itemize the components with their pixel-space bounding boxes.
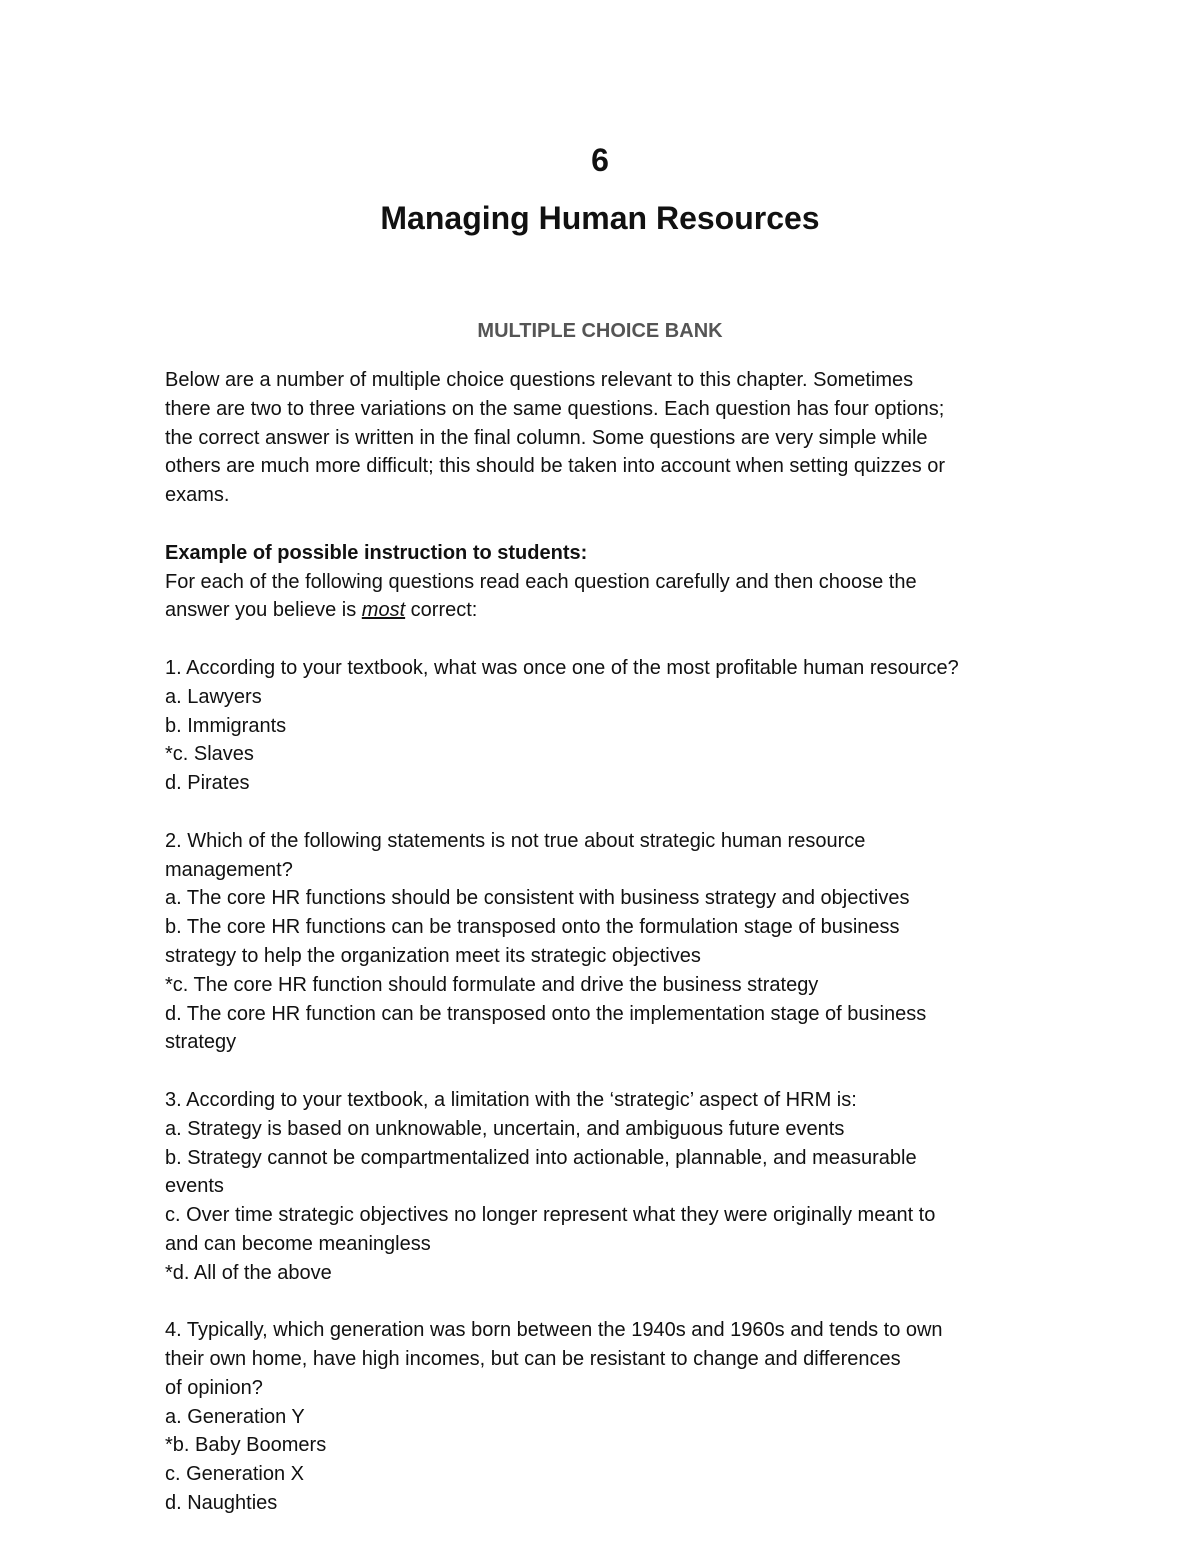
spacer bbox=[165, 1057, 1065, 1086]
answer-option: c. Generation X bbox=[165, 1463, 304, 1486]
answer-option: d. The core HR function can be transposed onto the implementation stage of business bbox=[165, 1002, 927, 1025]
question-text: 2. Which of the following statements is not true about strategic human resource bbox=[165, 829, 866, 852]
question-text: management? bbox=[165, 858, 293, 881]
answer-option: d. Pirates bbox=[165, 772, 250, 795]
spacer bbox=[165, 798, 1065, 827]
answer-option: *d. All of the above bbox=[165, 1261, 332, 1284]
answer-option: b. Immigrants bbox=[165, 714, 287, 737]
question-block bbox=[165, 1086, 1065, 1288]
question-text: of opinion? bbox=[165, 1376, 263, 1399]
instruction-block bbox=[165, 539, 1065, 625]
answer-option: strategy to help the organization meet its strategic objectives bbox=[165, 944, 701, 967]
answer-option: strategy bbox=[165, 1031, 237, 1054]
answer-option: d. Naughties bbox=[165, 1492, 278, 1515]
intro-line: Below are a number of multiple choice questions relevant to this chapter. Sometimes bbox=[165, 369, 914, 391]
intro-line: exams. bbox=[165, 484, 230, 507]
instruction-line bbox=[165, 596, 1065, 625]
section-heading: MULTIPLE CHOICE BANK bbox=[477, 320, 723, 342]
document-body bbox=[165, 366, 1065, 1518]
intro-line: there are two to three variations on the same questions. Each question has four options; bbox=[165, 397, 945, 420]
intro-paragraph bbox=[165, 366, 1065, 510]
answer-option: *c. Slaves bbox=[165, 743, 254, 766]
spacer bbox=[165, 510, 1065, 539]
chapter-title: Managing Human Resources bbox=[380, 200, 820, 236]
answer-option: a. Strategy is based on unknowable, uncertain, and ambiguous future events bbox=[165, 1117, 845, 1140]
question-text: 1. According to your textbook, what was once one of the most profitable human resource? bbox=[165, 656, 959, 679]
answer-option: a. The core HR functions should be consistent with business strategy and objectives bbox=[165, 887, 910, 910]
answer-option: *b. Baby Boomers bbox=[165, 1434, 327, 1457]
answer-option: *c. The core HR function should formulate and drive the business strategy bbox=[165, 973, 819, 996]
spacer bbox=[165, 625, 1065, 654]
answer-option: a. Lawyers bbox=[165, 685, 262, 708]
answer-option: b. Strategy cannot be compartmentalized into actionable, plannable, and measurable bbox=[165, 1146, 917, 1169]
answer-option: events bbox=[165, 1175, 224, 1198]
instruction-emphasis: most bbox=[361, 599, 406, 622]
question-block bbox=[165, 827, 1065, 1057]
answer-option: c. Over time strategic objectives no longer represent what they were originally meant to bbox=[165, 1204, 936, 1227]
question-block bbox=[165, 654, 1065, 798]
answer-option: a. Generation Y bbox=[165, 1405, 305, 1428]
instruction-line: For each of the following questions read each question carefully and then choose the bbox=[165, 570, 917, 593]
question-list bbox=[165, 625, 1065, 1518]
intro-line: the correct answer is written in the final column. Some questions are very simple while bbox=[165, 426, 928, 449]
question-text: 4. Typically, which generation was born between the 1940s and 1960s and tends to own bbox=[165, 1319, 943, 1342]
spacer bbox=[165, 1288, 1065, 1317]
question-text: their own home, have high incomes, but can be resistant to change and differences bbox=[165, 1348, 901, 1371]
instruction-heading: Example of possible instruction to students: bbox=[165, 541, 588, 564]
answer-option: and can become meaningless bbox=[165, 1232, 431, 1255]
answer-option: b. The core HR functions can be transposed onto the formulation stage of business bbox=[165, 916, 900, 939]
chapter-number: 6 bbox=[591, 142, 609, 178]
intro-line: others are much more difficult; this should be taken into account when setting quizzes or bbox=[165, 455, 946, 478]
instruction-text: correct: bbox=[405, 599, 478, 622]
instruction-text: answer you believe is bbox=[165, 599, 362, 622]
question-text: 3. According to your textbook, a limitation with the ‘strategic’ aspect of HRM is: bbox=[165, 1088, 857, 1111]
question-block bbox=[165, 1316, 1065, 1518]
